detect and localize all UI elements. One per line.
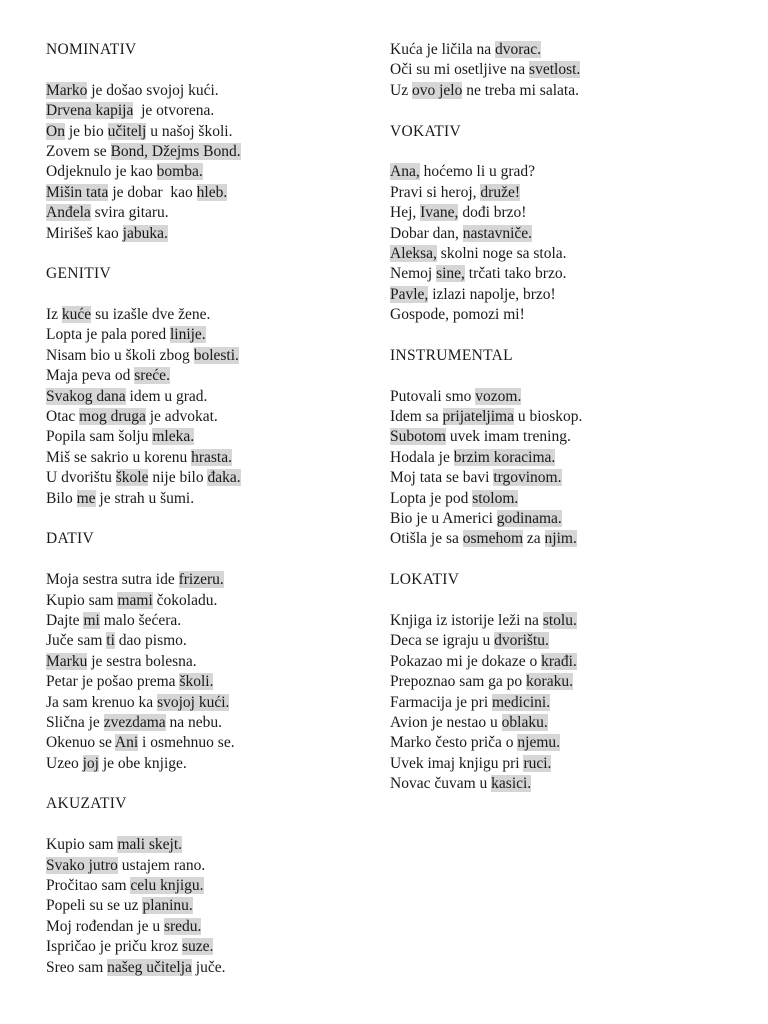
example-sentence <box>46 611 376 631</box>
example-sentence <box>46 591 376 611</box>
sentence-text: Zovem se <box>46 142 111 160</box>
sentence-text: Dobar dan, <box>390 224 463 242</box>
sentence-text: dođi brzo! <box>458 204 527 222</box>
highlighted-word: Marko <box>46 81 88 99</box>
highlighted-word: godinama. <box>496 509 562 527</box>
example-sentence <box>46 754 376 774</box>
sentence-text: Knjiga iz istorije leži na <box>390 611 543 629</box>
sentence-text: Avion je nestao u <box>390 713 502 731</box>
sentence-text: juče. <box>191 958 226 976</box>
sentence-text: je došao svojoj kući. <box>87 81 219 99</box>
example-sentence <box>46 366 376 386</box>
sentence-text: dao pismo. <box>114 632 187 650</box>
example-sentence <box>46 224 376 244</box>
example-sentence <box>390 427 750 447</box>
sentence-text: Dajte <box>46 611 84 629</box>
highlighted-word: škole <box>115 469 149 487</box>
example-sentence <box>390 387 750 407</box>
highlighted-word: Ivane, <box>420 204 459 222</box>
sentence-text: Novac čuvam u <box>390 775 492 793</box>
sentence-text: Hej, <box>390 204 421 222</box>
sentence-text: Pokazao mi je dokaze o <box>390 652 542 670</box>
highlighted-word: joj <box>82 754 99 772</box>
sentence-text: čokoladu. <box>152 591 218 609</box>
sentence-text: idem u grad. <box>125 387 208 405</box>
sentence-text: Nemoj <box>390 265 437 283</box>
highlighted-word: učitelj <box>107 122 147 140</box>
highlighted-word: Pavle, <box>390 285 429 303</box>
highlighted-word: mog druga <box>79 408 146 426</box>
example-sentence <box>390 60 750 80</box>
example-sentence <box>46 122 376 142</box>
sentence-text: Kupio sam <box>46 836 118 854</box>
example-sentence <box>46 305 376 325</box>
example-sentence <box>46 81 376 101</box>
sentence-text: Deca se igraju u <box>390 632 495 650</box>
highlighted-word: bomba. <box>156 163 203 181</box>
highlighted-word: Drvena kapija <box>46 102 134 120</box>
example-sentence <box>46 937 376 957</box>
blank-line <box>46 285 376 305</box>
sentence-text: Otišla je sa <box>390 530 463 548</box>
highlighted-word: ruci. <box>523 754 552 772</box>
highlighted-word: Svakog dana <box>46 387 126 405</box>
example-sentence <box>46 325 376 345</box>
sentence-text: je strah u šumi. <box>95 489 195 507</box>
section-heading: NOMINATIV <box>46 41 137 58</box>
highlighted-word: đaka. <box>207 469 241 487</box>
highlighted-word: Aleksa, <box>390 244 437 262</box>
blank-line <box>390 142 750 162</box>
example-sentence <box>46 835 376 855</box>
section-heading: DATIV <box>46 530 94 548</box>
highlighted-word: Anđela <box>46 204 91 222</box>
section-heading: LOKATIV <box>390 571 460 589</box>
sentence-text: U dvorištu <box>46 469 116 487</box>
highlighted-word: koraku. <box>526 673 573 691</box>
sentence-text: Bio je u Americi <box>390 509 497 527</box>
sentence-text: Iz <box>46 306 62 324</box>
sentence-text: Pravi si heroj, <box>390 183 481 201</box>
sentence-text: Sreo sam <box>46 958 108 976</box>
example-sentence <box>46 346 376 366</box>
sentence-text: Gospode, pomozi mi! <box>390 306 525 324</box>
sentence-text: Hodala je <box>390 448 454 466</box>
example-sentence <box>390 407 750 427</box>
highlighted-word: krađi. <box>541 652 577 670</box>
sentence-text: Bilo <box>46 489 77 507</box>
example-sentence <box>390 733 750 753</box>
sentence-text: su izašle dve žene. <box>91 306 211 324</box>
example-sentence <box>46 162 376 182</box>
highlighted-word: osmehom <box>462 530 524 548</box>
sentence-text: trčati tako brzo. <box>464 265 567 283</box>
sentence-text: Nisam bio u školi zbog <box>46 346 194 364</box>
sentence-text: svira gitaru. <box>90 204 169 222</box>
sentence-text: Kuća je ličila na <box>390 41 496 58</box>
example-sentence <box>390 40 750 60</box>
sentence-text: Ispričao je priču kroz <box>46 938 182 956</box>
section-heading: AKUZATIV <box>46 795 127 813</box>
highlighted-word: Ani <box>114 734 139 752</box>
highlighted-word: stolu. <box>542 611 577 629</box>
highlighted-word: celu knjigu. <box>130 877 204 895</box>
sentence-text: Juče sam <box>46 632 107 650</box>
blank-line <box>390 591 750 611</box>
blank-line <box>46 509 376 529</box>
highlighted-word: prijateljima <box>442 408 514 426</box>
example-sentence <box>46 672 376 692</box>
sentence-text: je dobar kao <box>108 183 197 201</box>
highlighted-word: Marku <box>46 652 88 670</box>
example-sentence <box>390 774 750 794</box>
example-sentence <box>390 693 750 713</box>
highlighted-word: svetlost. <box>529 61 581 79</box>
example-sentence <box>46 958 376 978</box>
sentence-text: Moja sestra sutra ide <box>46 571 179 589</box>
highlighted-word: oblaku. <box>501 713 548 731</box>
sentence-text: Uvek imaj knjigu pri <box>390 754 524 772</box>
example-sentence <box>46 203 376 223</box>
sentence-text: Okenuo se <box>46 734 115 752</box>
sentence-text: Mirišeš kao <box>46 224 123 242</box>
highlighted-word: suze. <box>182 938 214 956</box>
highlighted-word: mleka. <box>152 428 195 446</box>
sentence-text: Pročitao sam <box>46 877 131 895</box>
blank-line <box>46 815 376 835</box>
sentence-text: malo šećera. <box>99 611 182 629</box>
highlighted-word: me <box>76 489 96 507</box>
sentence-text: Popeli su se uz <box>46 897 143 915</box>
left-column <box>46 40 376 978</box>
sentence-text: Putovali smo <box>390 387 476 405</box>
sentence-text: u našoj školi. <box>146 122 233 140</box>
sentence-text: Idem sa <box>390 408 443 426</box>
blank-line <box>390 366 750 386</box>
sentence-text: izlazi napolje, brzo! <box>428 285 556 303</box>
sentence-text: Farmacija je pri <box>390 693 492 711</box>
highlighted-word: linije. <box>169 326 206 344</box>
example-sentence <box>46 448 376 468</box>
example-sentence <box>46 733 376 753</box>
highlighted-word: sreće. <box>134 367 170 385</box>
section-heading: GENITIV <box>46 265 111 283</box>
highlighted-word: brzim koracima. <box>453 448 556 466</box>
sentence-text: i osmehnuo se. <box>138 734 235 752</box>
example-sentence <box>46 713 376 733</box>
sentence-text: ne treba mi salata. <box>462 81 579 99</box>
example-sentence <box>390 244 750 264</box>
highlighted-word: vozom. <box>475 387 522 405</box>
example-sentence <box>390 81 750 101</box>
sentence-text: za <box>523 530 545 548</box>
sentence-text: Odjeknulo je kao <box>46 163 157 181</box>
highlighted-word: svojoj kući. <box>157 693 230 711</box>
sentence-text: na nebu. <box>165 713 223 731</box>
highlighted-word: ti <box>106 632 115 650</box>
highlighted-word: On <box>46 122 65 140</box>
highlighted-word: frizeru. <box>178 571 224 589</box>
highlighted-word: njim. <box>544 530 577 548</box>
blank-line <box>46 774 376 794</box>
example-sentence <box>46 468 376 488</box>
highlighted-word: trgovinom. <box>493 469 562 487</box>
sentence-text: skolni noge sa stola. <box>436 244 567 262</box>
example-sentence <box>390 285 750 305</box>
highlighted-word: Bond, Džejms Bond. <box>110 142 241 160</box>
right-column <box>390 40 750 794</box>
blank-line <box>390 101 750 121</box>
example-sentence <box>390 203 750 223</box>
sentence-text: Lopta je pala pored <box>46 326 170 344</box>
example-sentence <box>46 142 376 162</box>
example-sentence <box>46 101 376 121</box>
example-sentence <box>46 387 376 407</box>
sentence-text: nije bilo <box>148 469 208 487</box>
highlighted-word: kuće <box>61 306 92 324</box>
sentence-text: je obe knjige. <box>98 754 187 772</box>
sentence-text: Slična je <box>46 713 104 731</box>
sentence-text: Petar je pošao prema <box>46 673 180 691</box>
example-sentence <box>390 162 750 182</box>
example-sentence <box>390 672 750 692</box>
sentence-text: Kupio sam <box>46 591 118 609</box>
highlighted-word: nastavniče. <box>462 224 533 242</box>
highlighted-word: hleb. <box>196 183 228 201</box>
highlighted-word: sredu. <box>163 917 202 935</box>
example-sentence <box>46 856 376 876</box>
highlighted-word: druže! <box>480 183 520 201</box>
sentence-text: Prepoznao sam ga po <box>390 673 527 691</box>
example-sentence <box>390 224 750 244</box>
example-sentence <box>46 427 376 447</box>
sentence-text: Moj rođendan je u <box>46 917 164 935</box>
sentence-text: Ja sam krenuo ka <box>46 693 158 711</box>
blank-line <box>46 244 376 264</box>
sentence-text: uvek imam trening. <box>445 428 571 446</box>
blank-line <box>46 60 376 80</box>
highlighted-word: hrasta. <box>191 448 232 466</box>
section-heading: VOKATIV <box>390 122 461 140</box>
highlighted-word: planinu. <box>142 897 193 915</box>
example-sentence <box>390 754 750 774</box>
highlighted-word: Svako jutro <box>46 856 118 874</box>
highlighted-word: Ana, <box>390 163 420 181</box>
highlighted-word: školi. <box>179 673 214 691</box>
example-sentence <box>390 183 750 203</box>
example-sentence <box>46 693 376 713</box>
highlighted-word: njemu. <box>517 734 561 752</box>
example-sentence <box>46 896 376 916</box>
sentence-text: Uzeo <box>46 754 83 772</box>
highlighted-word: zvezdama <box>103 713 166 731</box>
sentence-text: je advokat. <box>145 408 218 426</box>
sentence-text: ustajem rano. <box>117 856 206 874</box>
example-sentence <box>390 509 750 529</box>
sentence-text: Moj tata se bavi <box>390 469 494 487</box>
highlighted-word: dvorištu. <box>494 632 549 650</box>
example-sentence <box>390 305 750 325</box>
highlighted-word: dvorac. <box>495 41 542 58</box>
sentence-text: hoćemo li u grad? <box>419 163 536 181</box>
sentence-text: u bioskop. <box>513 408 583 426</box>
highlighted-word: bolesti. <box>193 346 239 364</box>
example-sentence <box>46 652 376 672</box>
highlighted-word: mi <box>83 611 100 629</box>
example-sentence <box>46 183 376 203</box>
blank-line <box>390 550 750 570</box>
example-sentence <box>390 448 750 468</box>
example-sentence <box>390 611 750 631</box>
highlighted-word: mali skejt. <box>117 836 183 854</box>
sentence-text: je otvorena. <box>133 102 215 120</box>
example-sentence <box>46 631 376 651</box>
highlighted-word: kasici. <box>491 775 532 793</box>
example-sentence <box>390 652 750 672</box>
sentence-text: Uz <box>390 81 412 99</box>
sentence-text: Maja peva od <box>46 367 135 385</box>
example-sentence <box>390 713 750 733</box>
highlighted-word: našeg učitelja <box>107 958 192 976</box>
example-sentence <box>46 570 376 590</box>
example-sentence <box>390 529 750 549</box>
blank-line <box>390 325 750 345</box>
sentence-text: Lopta je pod <box>390 489 473 507</box>
highlighted-word: sine, <box>436 265 465 283</box>
highlighted-word: Mišin tata <box>46 183 109 201</box>
sentence-text: Miš se sakrio u korenu <box>46 448 192 466</box>
example-sentence <box>46 917 376 937</box>
sentence-text: Otac <box>46 408 80 426</box>
highlighted-word: jabuka. <box>122 224 168 242</box>
sentence-text: je sestra bolesna. <box>87 652 197 670</box>
sentence-text: Popila sam šolju <box>46 428 153 446</box>
highlighted-word: stolom. <box>472 489 519 507</box>
sentence-text: Oči su mi osetljive na <box>390 61 530 79</box>
blank-line <box>46 550 376 570</box>
example-sentence <box>390 468 750 488</box>
example-sentence <box>46 876 376 896</box>
section-heading: INSTRUMENTAL <box>390 346 513 364</box>
highlighted-word: mami <box>117 591 153 609</box>
example-sentence <box>390 631 750 651</box>
example-sentence <box>46 407 376 427</box>
highlighted-word: Subotom <box>390 428 446 446</box>
sentence-text: Marko često priča o <box>390 734 518 752</box>
highlighted-word: ovo jelo <box>411 81 463 99</box>
sentence-text: je bio <box>64 122 108 140</box>
example-sentence <box>46 489 376 509</box>
highlighted-word: medicini. <box>492 693 551 711</box>
example-sentence <box>390 264 750 284</box>
example-sentence <box>390 489 750 509</box>
